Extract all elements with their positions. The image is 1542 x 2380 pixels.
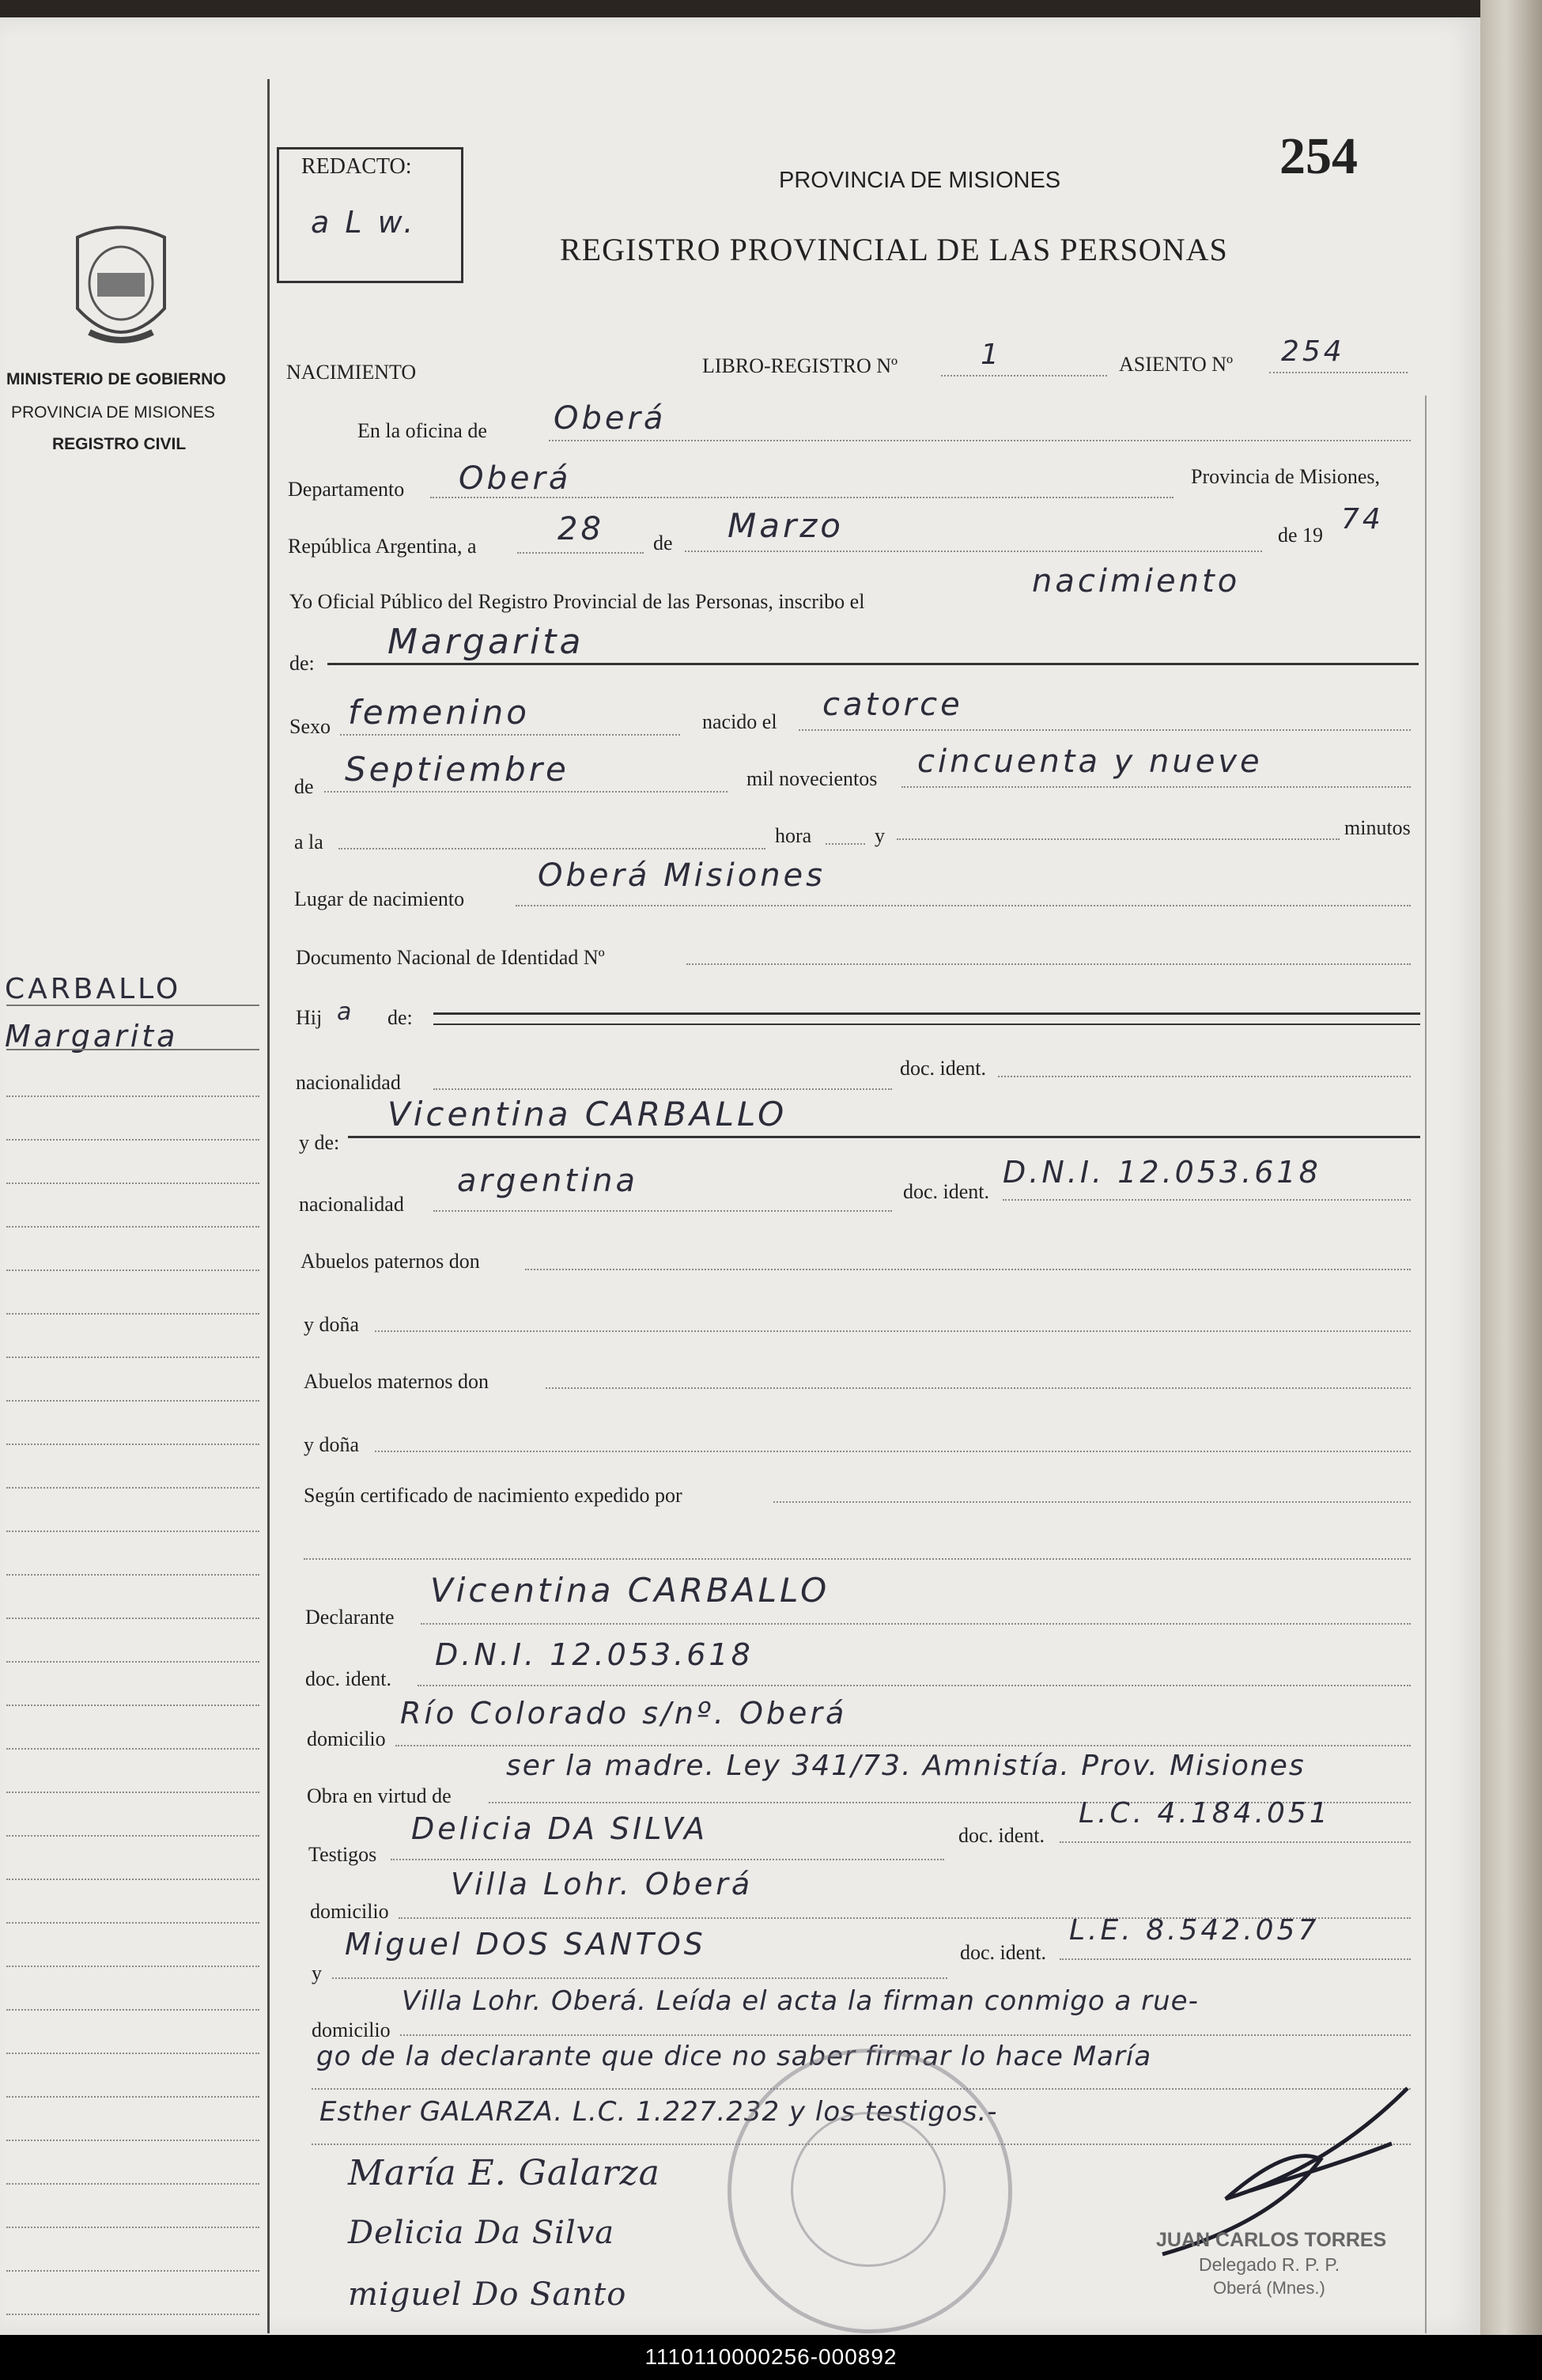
margin-line (6, 1531, 259, 1532)
signature-3: miguel Do Santo (348, 2276, 627, 2313)
doc-ident2-label: doc. ident. (903, 1180, 990, 1203)
de-colon-label: de: (289, 652, 315, 675)
sexo-label: Sexo (289, 715, 331, 738)
de-anio-label: de 19 (1278, 524, 1324, 547)
margin-line (6, 1705, 259, 1706)
margin-line (6, 1139, 259, 1141)
redacto-box (277, 147, 463, 283)
mil-line (901, 786, 1411, 788)
margin-line (6, 2140, 259, 2141)
hij-de-label: de: (387, 1006, 413, 1029)
lugar-label: Lugar de nacimiento (294, 887, 465, 910)
anio-value: 74 (1341, 503, 1384, 535)
nacido-line (799, 729, 1411, 731)
segun-line-2 (304, 1558, 1411, 1560)
margin-surname: CARBALLO (5, 973, 182, 1005)
nacido-value: catorce (822, 687, 963, 723)
departamento-line (430, 497, 1174, 498)
asiento-line (1269, 372, 1408, 373)
margin-line (6, 1182, 259, 1184)
y-dona2-line (375, 1451, 1411, 1452)
inscribo-label: Yo Oficial Público del Registro Provincial de las Personas, inscribo el (289, 590, 865, 613)
abuelos-p-label: Abuelos paternos don (300, 1250, 480, 1273)
margin-line (6, 1748, 259, 1750)
margin-line (6, 1966, 259, 1967)
domicilio3-value: Villa Lohr. Oberá. Leída el acta la firman conmigo a rue- (402, 1985, 1199, 2017)
de-rule (327, 663, 1419, 665)
y2-label: y (312, 1962, 322, 1985)
margin-rule (267, 79, 270, 2333)
provincia-suffix: Provincia de Misiones, (1191, 465, 1381, 488)
round-ministry-stamp-inner (791, 2112, 946, 2267)
asiento-value: 254 (1281, 335, 1345, 368)
dia-line (517, 552, 644, 554)
margin-line (6, 2183, 259, 2185)
departamento-label: Departamento (288, 478, 405, 501)
lugar-line (516, 905, 1411, 906)
margin-line (6, 2096, 259, 2098)
doc-ident3-line (418, 1685, 1411, 1686)
doc-ident4-line (1060, 1841, 1411, 1843)
segun-line (773, 1501, 1411, 1503)
libro-line (941, 375, 1107, 376)
doc-ident1-line (998, 1076, 1411, 1077)
redacto-initials: a L w. (311, 205, 417, 240)
oficina-line (549, 440, 1411, 441)
inscribo-value: nacimiento (1032, 563, 1241, 600)
testigo2-line (332, 1977, 947, 1979)
domicilio1-label: domicilio (307, 1727, 386, 1750)
right-rule (1425, 395, 1427, 2333)
margin-line (6, 1049, 259, 1050)
doc-ident5-label: doc. ident. (960, 1941, 1047, 1964)
signature-1: María E. Galarza (348, 2153, 660, 2193)
doc-ident1-label: doc. ident. (900, 1057, 987, 1080)
hij-label: Hij (296, 1006, 323, 1029)
y-dona2-label: y doña (304, 1433, 360, 1456)
a-la-label: a la (294, 831, 323, 853)
nacionalidad2-line (433, 1210, 892, 1212)
dni-line (686, 963, 1411, 965)
doc-ident3-label: doc. ident. (305, 1667, 392, 1690)
margin-line (6, 2227, 259, 2228)
sexo-value: femenino (348, 693, 530, 732)
ministry-line2: PROVINCIA DE MISIONES (11, 403, 215, 422)
redacto-label: REDACTO: (301, 154, 412, 179)
official-name: JUAN CARLOS TORRES (1156, 2229, 1387, 2251)
margin-line (6, 1792, 259, 1793)
y-de-label: y de: (299, 1131, 340, 1154)
margin-line (6, 1835, 259, 1837)
doc-ident4-label: doc. ident. (958, 1824, 1045, 1847)
minutos-label: minutos (1344, 816, 1411, 839)
ministry-line1: MINISTERIO DE GOBIERNO (6, 370, 226, 388)
padre-rule (433, 1012, 1420, 1015)
margin-line (6, 1618, 259, 1619)
mil-value: cincuenta y nueve (917, 744, 1263, 780)
nacido-label: nacido el (702, 710, 777, 733)
de-label-2: de (294, 775, 314, 798)
margin-line (6, 1574, 259, 1576)
dni-label: Documento Nacional de Identidad Nº (296, 946, 605, 969)
domicilio1-value: Río Colorado s/nº. Oberá (400, 1696, 848, 1731)
nacimiento-heading: NACIMIENTO (286, 361, 417, 384)
doc-ident5-value: L.E. 8.542.057 (1069, 1914, 1320, 1947)
signature-2: Delicia Da Silva (348, 2215, 615, 2251)
domicilio1-line (395, 1745, 1411, 1746)
margin-line (6, 1400, 259, 1402)
mil-label: mil novecientos (746, 767, 878, 790)
margin-line (6, 1356, 259, 1358)
mes-line (685, 551, 1262, 552)
mes-value: Marzo (728, 506, 844, 545)
obra-label: Obra en virtud de (307, 1784, 452, 1807)
mes-nac-value: Septiembre (345, 750, 569, 789)
margin-line (6, 1095, 259, 1097)
asiento-label: ASIENTO Nº (1119, 353, 1234, 376)
madre-rule (348, 1136, 1420, 1138)
padre-rule-2 (433, 1024, 1420, 1025)
abuelos-m-line (546, 1387, 1411, 1389)
doc-ident2-value: D.N.I. 12.053.618 (1003, 1155, 1321, 1190)
y-dona1-label: y doña (304, 1313, 360, 1336)
doc-ident3-value: D.N.I. 12.053.618 (435, 1637, 754, 1672)
libro-value: 1 (981, 339, 1002, 371)
book-page-edges (1480, 0, 1542, 2335)
abuelos-m-label: Abuelos maternos don (304, 1370, 489, 1393)
republica-label: República Argentina, a (288, 535, 477, 558)
domicilio2-value: Villa Lohr. Oberá (451, 1867, 754, 1901)
nacionalidad2-value: argentina (457, 1163, 638, 1199)
oficina-label: En la oficina de (357, 419, 487, 442)
domicilio3-label: domicilio (312, 2019, 391, 2041)
archive-id: 1110110000256-000892 (644, 2344, 898, 2369)
domicilio3-line (400, 2034, 1411, 2036)
obra-value: ser la madre. Ley 341/73. Amnistía. Prov. Misiones (506, 1750, 1306, 1782)
a-la-line (338, 848, 765, 849)
registrant-name: Margarita (387, 622, 584, 662)
margin-line (6, 2009, 259, 2011)
doc-ident2-line (1003, 1199, 1411, 1201)
archive-footer (0, 2335, 1542, 2380)
madre-value: Vicentina CARBALLO (387, 1095, 788, 1133)
note-line3: Esther GALARZA. L.C. 1.227.232 y los testigos.- (319, 2096, 998, 2128)
testigo1-value: Delicia DA SILVA (411, 1811, 709, 1846)
margin-line (6, 2314, 259, 2315)
coat-of-arms-seal (62, 221, 180, 354)
ministry-line3: REGISTRO CIVIL (52, 435, 187, 453)
declarante-label: Declarante (305, 1606, 395, 1629)
hij-suffix: a (337, 998, 355, 1026)
libro-label: LIBRO-REGISTRO Nº (702, 354, 898, 377)
oficina-value: Oberá (554, 400, 667, 437)
margin-line (6, 1444, 259, 1445)
lugar-value: Oberá Misiones (538, 857, 826, 894)
nacionalidad1-label: nacionalidad (296, 1071, 401, 1094)
y-label: y (875, 824, 885, 847)
mes-nac-line (324, 791, 728, 793)
margin-line (6, 1879, 259, 1880)
de-label-1: de (653, 532, 673, 554)
margin-line (6, 2053, 259, 2054)
dia-value: 28 (557, 511, 604, 547)
doc-ident4-value: L.C. 4.184.051 (1079, 1797, 1331, 1829)
margin-line (6, 1269, 259, 1271)
sexo-line (340, 734, 680, 736)
hora-line (826, 843, 865, 845)
note-line2: go de la declarante que dice no saber firmar lo hace María (316, 2041, 1152, 2072)
province-header: PROVINCIA DE MISIONES (779, 168, 1061, 193)
testigos-label: Testigos (308, 1843, 377, 1866)
hora-label: hora (775, 824, 812, 847)
testigo1-line (391, 1859, 944, 1860)
declarante-value: Vicentina CARBALLO (430, 1571, 830, 1610)
declarante-line (421, 1623, 1411, 1625)
margin-line (6, 1005, 259, 1006)
margin-line (6, 1661, 259, 1663)
margin-line (6, 1226, 259, 1228)
official-place: Oberá (Mnes.) (1213, 2278, 1325, 2298)
page-number: 254 (1279, 127, 1358, 185)
nacionalidad2-label: nacionalidad (299, 1193, 404, 1216)
abuelos-p-line (525, 1269, 1411, 1270)
departamento-value: Oberá (459, 460, 572, 497)
doc-ident5-line (1060, 1958, 1411, 1960)
y-dona1-line (375, 1330, 1411, 1332)
minutos-line (897, 838, 1340, 840)
margin-line (6, 1487, 259, 1489)
margin-given-name: Margarita (5, 1019, 179, 1054)
margin-line (6, 1313, 259, 1315)
registry-title: REGISTRO PROVINCIAL DE LAS PERSONAS (560, 232, 1228, 267)
official-title: Delegado R. P. P. (1199, 2254, 1340, 2275)
margin-line (6, 2270, 259, 2272)
domicilio2-label: domicilio (310, 1900, 389, 1923)
segun-label: Según certificado de nacimiento expedido por (304, 1484, 682, 1507)
testigo2-value: Miguel DOS SANTOS (345, 1927, 706, 1962)
margin-line (6, 1922, 259, 1924)
nacionalidad1-line (433, 1088, 892, 1090)
